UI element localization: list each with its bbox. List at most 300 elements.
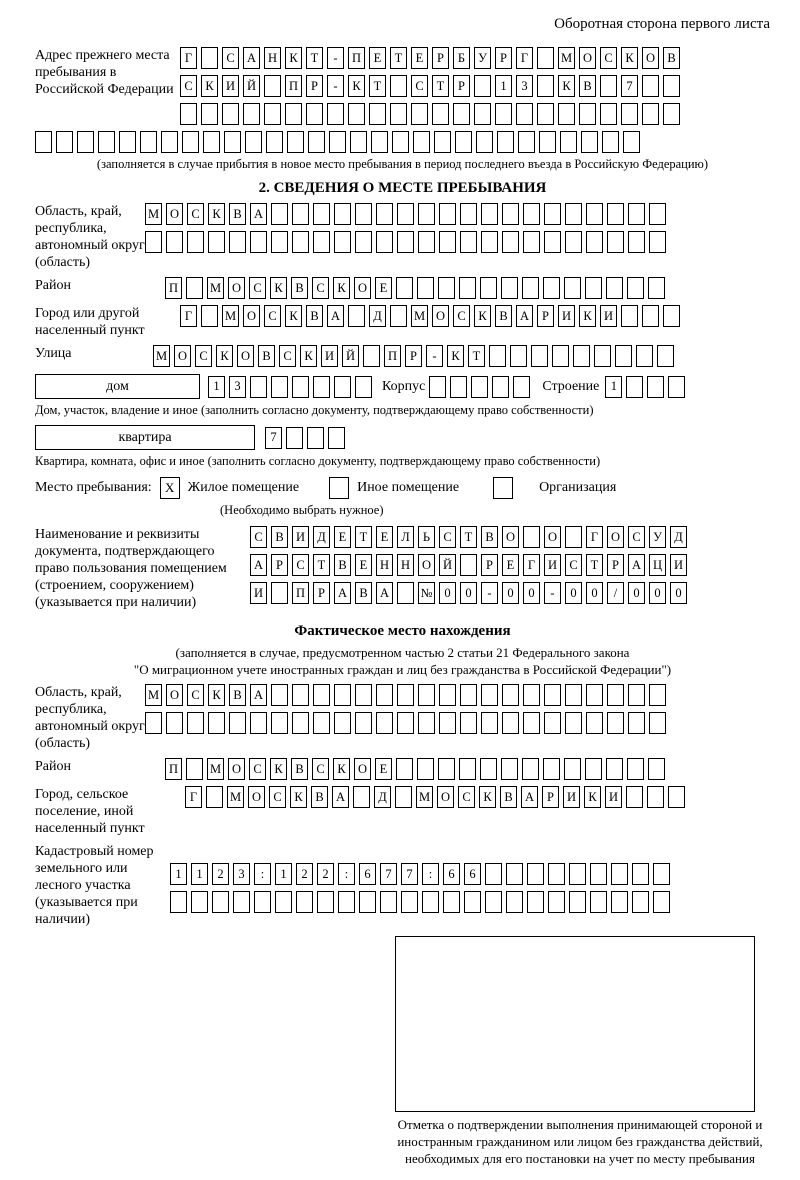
- char-cell[interactable]: [607, 684, 624, 706]
- char-cell[interactable]: [459, 758, 476, 780]
- char-cell[interactable]: С: [458, 786, 475, 808]
- char-cell[interactable]: [590, 863, 607, 885]
- char-cell[interactable]: П: [384, 345, 401, 367]
- char-cell[interactable]: М: [227, 786, 244, 808]
- char-cell[interactable]: [355, 712, 372, 734]
- char-cell[interactable]: О: [607, 526, 624, 548]
- char-cell[interactable]: [292, 231, 309, 253]
- char-cell[interactable]: [286, 427, 303, 449]
- char-cell[interactable]: [564, 758, 581, 780]
- char-cell[interactable]: 2: [296, 863, 313, 885]
- char-cell[interactable]: [355, 684, 372, 706]
- char-cell[interactable]: [243, 103, 260, 125]
- char-cell[interactable]: В: [355, 582, 372, 604]
- char-cell[interactable]: [369, 103, 386, 125]
- char-cell[interactable]: О: [502, 526, 519, 548]
- char-cell[interactable]: Е: [334, 526, 351, 548]
- char-cell[interactable]: [376, 712, 393, 734]
- char-cell[interactable]: 0: [670, 582, 687, 604]
- char-cell[interactable]: [543, 758, 560, 780]
- char-cell[interactable]: [266, 131, 283, 153]
- char-cell[interactable]: [182, 131, 199, 153]
- char-cell[interactable]: [411, 103, 428, 125]
- char-cell[interactable]: Р: [481, 554, 498, 576]
- char-cell[interactable]: 3: [233, 863, 250, 885]
- char-cell[interactable]: [396, 758, 413, 780]
- char-cell[interactable]: [395, 786, 412, 808]
- char-cell[interactable]: [611, 891, 628, 913]
- char-cell[interactable]: [292, 203, 309, 225]
- char-cell[interactable]: [271, 376, 288, 398]
- char-cell[interactable]: [292, 376, 309, 398]
- char-cell[interactable]: [140, 131, 157, 153]
- char-cell[interactable]: О: [243, 305, 260, 327]
- char-cell[interactable]: 1: [170, 863, 187, 885]
- char-cell[interactable]: [527, 891, 544, 913]
- char-cell[interactable]: 1: [495, 75, 512, 97]
- char-cell[interactable]: С: [249, 277, 266, 299]
- char-cell[interactable]: [229, 712, 246, 734]
- char-cell[interactable]: [186, 277, 203, 299]
- char-cell[interactable]: А: [250, 554, 267, 576]
- char-cell[interactable]: 6: [464, 863, 481, 885]
- char-cell[interactable]: [565, 203, 582, 225]
- char-cell[interactable]: [480, 277, 497, 299]
- char-cell[interactable]: [607, 203, 624, 225]
- char-cell[interactable]: Р: [405, 345, 422, 367]
- char-cell[interactable]: [642, 305, 659, 327]
- char-cell[interactable]: [476, 131, 493, 153]
- char-cell[interactable]: [434, 131, 451, 153]
- char-cell[interactable]: [537, 103, 554, 125]
- char-cell[interactable]: [296, 891, 313, 913]
- char-cell[interactable]: [502, 231, 519, 253]
- char-cell[interactable]: [527, 863, 544, 885]
- char-cell[interactable]: [329, 131, 346, 153]
- char-cell[interactable]: [208, 712, 225, 734]
- char-cell[interactable]: [606, 277, 623, 299]
- char-cell[interactable]: [649, 712, 666, 734]
- char-cell[interactable]: [586, 203, 603, 225]
- char-cell[interactable]: Р: [313, 582, 330, 604]
- char-cell[interactable]: С: [180, 75, 197, 97]
- checkbox-organizatsiya[interactable]: [493, 477, 513, 499]
- char-cell[interactable]: К: [270, 277, 287, 299]
- char-cell[interactable]: [422, 891, 439, 913]
- char-cell[interactable]: [313, 203, 330, 225]
- char-cell[interactable]: С: [312, 277, 329, 299]
- char-cell[interactable]: [439, 231, 456, 253]
- char-cell[interactable]: И: [321, 345, 338, 367]
- char-cell[interactable]: [180, 103, 197, 125]
- char-cell[interactable]: [668, 786, 685, 808]
- char-cell[interactable]: 0: [649, 582, 666, 604]
- char-cell[interactable]: П: [348, 47, 365, 69]
- char-cell[interactable]: [439, 712, 456, 734]
- char-cell[interactable]: [287, 131, 304, 153]
- char-cell[interactable]: [201, 103, 218, 125]
- char-cell[interactable]: [579, 103, 596, 125]
- char-cell[interactable]: [537, 47, 554, 69]
- char-cell[interactable]: [397, 203, 414, 225]
- char-cell[interactable]: [485, 863, 502, 885]
- char-cell[interactable]: [495, 103, 512, 125]
- char-cell[interactable]: М: [207, 758, 224, 780]
- char-cell[interactable]: [363, 345, 380, 367]
- char-cell[interactable]: [453, 103, 470, 125]
- char-cell[interactable]: Р: [271, 554, 288, 576]
- char-cell[interactable]: [355, 231, 372, 253]
- char-cell[interactable]: [460, 203, 477, 225]
- char-cell[interactable]: И: [544, 554, 561, 576]
- char-cell[interactable]: [348, 305, 365, 327]
- char-cell[interactable]: [254, 891, 271, 913]
- char-cell[interactable]: [334, 376, 351, 398]
- char-cell[interactable]: :: [254, 863, 271, 885]
- char-cell[interactable]: Б: [453, 47, 470, 69]
- char-cell[interactable]: О: [642, 47, 659, 69]
- char-cell[interactable]: С: [249, 758, 266, 780]
- char-cell[interactable]: [350, 131, 367, 153]
- char-cell[interactable]: [615, 345, 632, 367]
- char-cell[interactable]: [606, 758, 623, 780]
- char-cell[interactable]: [621, 103, 638, 125]
- char-cell[interactable]: [429, 376, 446, 398]
- char-cell[interactable]: [564, 277, 581, 299]
- char-cell[interactable]: [418, 203, 435, 225]
- char-cell[interactable]: [334, 684, 351, 706]
- char-cell[interactable]: 0: [586, 582, 603, 604]
- char-cell[interactable]: [523, 231, 540, 253]
- char-cell[interactable]: Р: [453, 75, 470, 97]
- char-cell[interactable]: [438, 277, 455, 299]
- char-cell[interactable]: [460, 684, 477, 706]
- char-cell[interactable]: М: [207, 277, 224, 299]
- char-cell[interactable]: К: [208, 684, 225, 706]
- char-cell[interactable]: [313, 231, 330, 253]
- char-cell[interactable]: Т: [468, 345, 485, 367]
- char-cell[interactable]: Д: [374, 786, 391, 808]
- checkbox-zhiloe[interactable]: X: [160, 477, 180, 499]
- char-cell[interactable]: М: [145, 684, 162, 706]
- char-cell[interactable]: [432, 103, 449, 125]
- char-cell[interactable]: Ц: [649, 554, 666, 576]
- char-cell[interactable]: И: [292, 526, 309, 548]
- char-cell[interactable]: [271, 203, 288, 225]
- char-cell[interactable]: [663, 103, 680, 125]
- char-cell[interactable]: 6: [443, 863, 460, 885]
- char-cell[interactable]: [355, 203, 372, 225]
- char-cell[interactable]: [464, 891, 481, 913]
- char-cell[interactable]: С: [628, 526, 645, 548]
- char-cell[interactable]: [250, 231, 267, 253]
- char-cell[interactable]: К: [621, 47, 638, 69]
- char-cell[interactable]: 0: [523, 582, 540, 604]
- char-cell[interactable]: [649, 231, 666, 253]
- char-cell[interactable]: [627, 277, 644, 299]
- char-cell[interactable]: [523, 684, 540, 706]
- char-cell[interactable]: [523, 526, 540, 548]
- char-cell[interactable]: [250, 712, 267, 734]
- char-cell[interactable]: [544, 203, 561, 225]
- char-cell[interactable]: Н: [397, 554, 414, 576]
- char-cell[interactable]: К: [584, 786, 601, 808]
- char-cell[interactable]: К: [348, 75, 365, 97]
- char-cell[interactable]: [396, 277, 413, 299]
- char-cell[interactable]: Й: [342, 345, 359, 367]
- char-cell[interactable]: [327, 103, 344, 125]
- char-cell[interactable]: Д: [313, 526, 330, 548]
- char-cell[interactable]: [307, 427, 324, 449]
- char-cell[interactable]: М: [558, 47, 575, 69]
- char-cell[interactable]: [224, 131, 241, 153]
- char-cell[interactable]: С: [187, 203, 204, 225]
- char-cell[interactable]: [600, 75, 617, 97]
- char-cell[interactable]: 0: [460, 582, 477, 604]
- char-cell[interactable]: [647, 376, 664, 398]
- char-cell[interactable]: [481, 712, 498, 734]
- char-cell[interactable]: [206, 786, 223, 808]
- char-cell[interactable]: [56, 131, 73, 153]
- char-cell[interactable]: [460, 554, 477, 576]
- char-cell[interactable]: [506, 891, 523, 913]
- char-cell[interactable]: [586, 712, 603, 734]
- char-cell[interactable]: [607, 712, 624, 734]
- char-cell[interactable]: Н: [376, 554, 393, 576]
- char-cell[interactable]: Л: [397, 526, 414, 548]
- char-cell[interactable]: Н: [264, 47, 281, 69]
- char-cell[interactable]: [544, 712, 561, 734]
- char-cell[interactable]: 7: [401, 863, 418, 885]
- char-cell[interactable]: [313, 376, 330, 398]
- char-cell[interactable]: К: [479, 786, 496, 808]
- char-cell[interactable]: О: [437, 786, 454, 808]
- char-cell[interactable]: [191, 891, 208, 913]
- char-cell[interactable]: 0: [439, 582, 456, 604]
- char-cell[interactable]: [628, 684, 645, 706]
- char-cell[interactable]: И: [563, 786, 580, 808]
- char-cell[interactable]: О: [579, 47, 596, 69]
- char-cell[interactable]: [600, 103, 617, 125]
- char-cell[interactable]: [523, 712, 540, 734]
- char-cell[interactable]: С: [264, 305, 281, 327]
- char-cell[interactable]: [569, 891, 586, 913]
- char-cell[interactable]: С: [411, 75, 428, 97]
- char-cell[interactable]: [390, 75, 407, 97]
- char-cell[interactable]: Е: [376, 526, 393, 548]
- char-cell[interactable]: [460, 231, 477, 253]
- char-cell[interactable]: В: [663, 47, 680, 69]
- char-cell[interactable]: Т: [369, 75, 386, 97]
- char-cell[interactable]: [376, 203, 393, 225]
- char-cell[interactable]: М: [153, 345, 170, 367]
- char-cell[interactable]: Г: [180, 305, 197, 327]
- char-cell[interactable]: [573, 345, 590, 367]
- char-cell[interactable]: С: [453, 305, 470, 327]
- char-cell[interactable]: 2: [212, 863, 229, 885]
- char-cell[interactable]: [418, 231, 435, 253]
- char-cell[interactable]: [544, 684, 561, 706]
- char-cell[interactable]: [626, 376, 643, 398]
- char-cell[interactable]: [380, 891, 397, 913]
- char-cell[interactable]: О: [174, 345, 191, 367]
- char-cell[interactable]: [585, 277, 602, 299]
- char-cell[interactable]: И: [558, 305, 575, 327]
- char-cell[interactable]: [492, 376, 509, 398]
- char-cell[interactable]: [35, 131, 52, 153]
- char-cell[interactable]: 1: [208, 376, 225, 398]
- char-cell[interactable]: Т: [355, 526, 372, 548]
- char-cell[interactable]: В: [579, 75, 596, 97]
- char-cell[interactable]: [313, 684, 330, 706]
- char-cell[interactable]: Р: [542, 786, 559, 808]
- char-cell[interactable]: В: [291, 277, 308, 299]
- char-cell[interactable]: [397, 712, 414, 734]
- char-cell[interactable]: О: [354, 758, 371, 780]
- char-cell[interactable]: В: [334, 554, 351, 576]
- char-cell[interactable]: [510, 345, 527, 367]
- char-cell[interactable]: [186, 758, 203, 780]
- char-cell[interactable]: В: [291, 758, 308, 780]
- char-cell[interactable]: [201, 47, 218, 69]
- char-cell[interactable]: 6: [359, 863, 376, 885]
- char-cell[interactable]: [443, 891, 460, 913]
- char-cell[interactable]: К: [447, 345, 464, 367]
- char-cell[interactable]: [166, 231, 183, 253]
- char-cell[interactable]: [203, 131, 220, 153]
- char-cell[interactable]: [418, 684, 435, 706]
- char-cell[interactable]: [376, 231, 393, 253]
- char-cell[interactable]: 0: [565, 582, 582, 604]
- char-cell[interactable]: [565, 684, 582, 706]
- char-cell[interactable]: К: [201, 75, 218, 97]
- char-cell[interactable]: [145, 231, 162, 253]
- char-cell[interactable]: [607, 231, 624, 253]
- char-cell[interactable]: И: [600, 305, 617, 327]
- char-cell[interactable]: [371, 131, 388, 153]
- char-cell[interactable]: Е: [369, 47, 386, 69]
- char-cell[interactable]: [212, 891, 229, 913]
- char-cell[interactable]: [317, 891, 334, 913]
- char-cell[interactable]: [668, 376, 685, 398]
- char-cell[interactable]: [565, 526, 582, 548]
- char-cell[interactable]: [657, 345, 674, 367]
- char-cell[interactable]: [516, 103, 533, 125]
- char-cell[interactable]: О: [228, 277, 245, 299]
- char-cell[interactable]: [632, 863, 649, 885]
- char-cell[interactable]: К: [333, 277, 350, 299]
- char-cell[interactable]: И: [222, 75, 239, 97]
- char-cell[interactable]: [166, 712, 183, 734]
- char-cell[interactable]: -: [481, 582, 498, 604]
- char-cell[interactable]: В: [481, 526, 498, 548]
- char-cell[interactable]: А: [243, 47, 260, 69]
- char-cell[interactable]: [439, 203, 456, 225]
- char-cell[interactable]: [275, 891, 292, 913]
- char-cell[interactable]: К: [216, 345, 233, 367]
- char-cell[interactable]: [439, 684, 456, 706]
- char-cell[interactable]: [543, 277, 560, 299]
- char-cell[interactable]: А: [327, 305, 344, 327]
- char-cell[interactable]: Г: [185, 786, 202, 808]
- char-cell[interactable]: Й: [439, 554, 456, 576]
- char-cell[interactable]: 1: [275, 863, 292, 885]
- char-cell[interactable]: [653, 863, 670, 885]
- char-cell[interactable]: К: [579, 305, 596, 327]
- char-cell[interactable]: М: [416, 786, 433, 808]
- char-cell[interactable]: [460, 712, 477, 734]
- char-cell[interactable]: Е: [355, 554, 372, 576]
- char-cell[interactable]: В: [271, 526, 288, 548]
- char-cell[interactable]: [77, 131, 94, 153]
- char-cell[interactable]: [649, 684, 666, 706]
- char-cell[interactable]: [119, 131, 136, 153]
- char-cell[interactable]: [501, 277, 518, 299]
- char-cell[interactable]: Г: [516, 47, 533, 69]
- char-cell[interactable]: [397, 582, 414, 604]
- char-cell[interactable]: [663, 305, 680, 327]
- char-cell[interactable]: О: [166, 203, 183, 225]
- char-cell[interactable]: [271, 231, 288, 253]
- char-cell[interactable]: №: [418, 582, 435, 604]
- char-cell[interactable]: В: [311, 786, 328, 808]
- char-cell[interactable]: [502, 712, 519, 734]
- char-cell[interactable]: [250, 376, 267, 398]
- char-cell[interactable]: [376, 684, 393, 706]
- char-cell[interactable]: [98, 131, 115, 153]
- char-cell[interactable]: [647, 786, 664, 808]
- char-cell[interactable]: О: [228, 758, 245, 780]
- char-cell[interactable]: [502, 684, 519, 706]
- char-cell[interactable]: А: [521, 786, 538, 808]
- char-cell[interactable]: К: [290, 786, 307, 808]
- char-cell[interactable]: С: [439, 526, 456, 548]
- char-cell[interactable]: [390, 103, 407, 125]
- char-cell[interactable]: [161, 131, 178, 153]
- char-cell[interactable]: [537, 75, 554, 97]
- char-cell[interactable]: [438, 758, 455, 780]
- char-cell[interactable]: Д: [369, 305, 386, 327]
- char-cell[interactable]: О: [354, 277, 371, 299]
- char-cell[interactable]: О: [166, 684, 183, 706]
- char-cell[interactable]: С: [269, 786, 286, 808]
- char-cell[interactable]: [334, 712, 351, 734]
- char-cell[interactable]: [401, 891, 418, 913]
- char-cell[interactable]: П: [292, 582, 309, 604]
- char-cell[interactable]: [623, 131, 640, 153]
- char-cell[interactable]: [501, 758, 518, 780]
- char-cell[interactable]: [558, 103, 575, 125]
- char-cell[interactable]: [548, 863, 565, 885]
- char-cell[interactable]: В: [229, 684, 246, 706]
- char-cell[interactable]: Г: [523, 554, 540, 576]
- char-cell[interactable]: Т: [390, 47, 407, 69]
- char-cell[interactable]: [187, 712, 204, 734]
- char-cell[interactable]: [497, 131, 514, 153]
- char-cell[interactable]: Е: [411, 47, 428, 69]
- char-cell[interactable]: К: [208, 203, 225, 225]
- char-cell[interactable]: К: [270, 758, 287, 780]
- char-cell[interactable]: [474, 75, 491, 97]
- char-cell[interactable]: К: [474, 305, 491, 327]
- char-cell[interactable]: 7: [265, 427, 282, 449]
- char-cell[interactable]: [648, 758, 665, 780]
- char-cell[interactable]: -: [327, 47, 344, 69]
- char-cell[interactable]: [390, 305, 407, 327]
- char-cell[interactable]: У: [649, 526, 666, 548]
- char-cell[interactable]: [649, 203, 666, 225]
- char-cell[interactable]: Е: [375, 758, 392, 780]
